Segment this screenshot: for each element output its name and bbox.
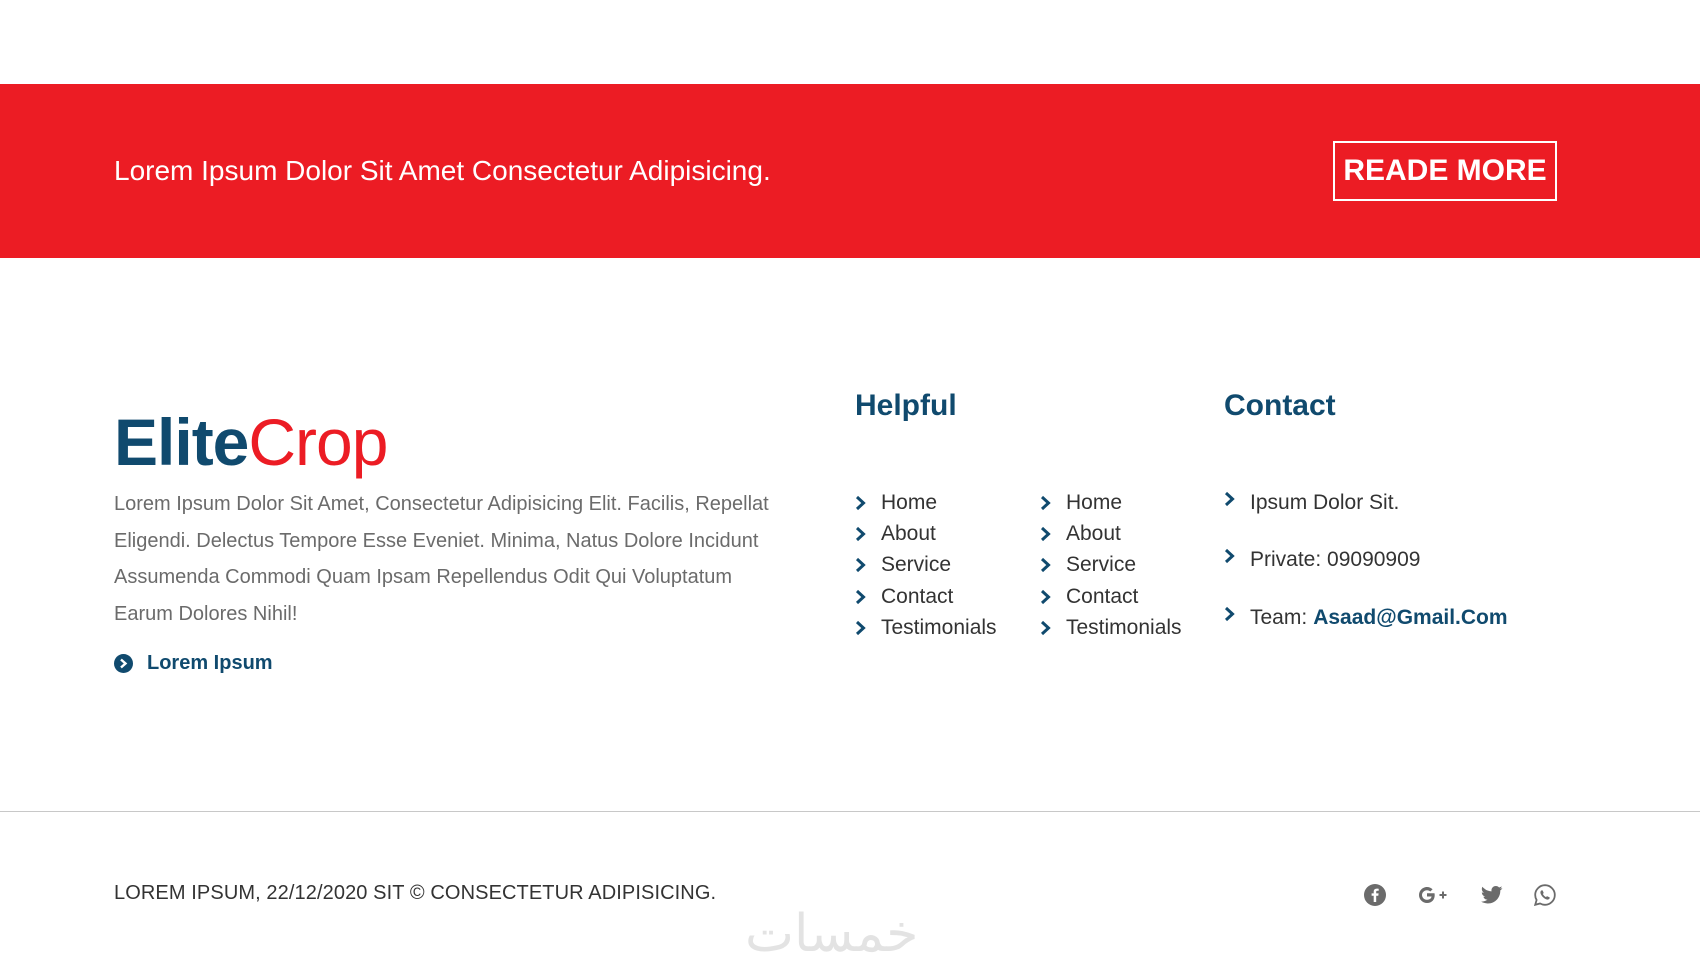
helpful-links-col1	[855, 487, 997, 643]
contact-address-text: Ipsum Dolor Sit.	[1250, 491, 1400, 514]
chevron-right-icon	[1224, 606, 1236, 622]
read-more-button[interactable]: READE MORE	[1333, 141, 1557, 201]
contact-team	[1224, 602, 1508, 659]
helpful-links-col2	[1040, 487, 1182, 643]
chevron-right-icon	[1040, 526, 1052, 542]
footer-link-label: About	[1066, 521, 1121, 545]
contact-heading: Contact	[1224, 389, 1336, 422]
contact-list	[1224, 487, 1508, 659]
brand-logo[interactable]	[114, 402, 387, 482]
contact-phone-text: Private: 09090909	[1250, 548, 1421, 572]
cta-text: Lorem Ipsum Dolor Sit Amet Consectetur Adipisicing.	[114, 155, 771, 186]
footer-link-about[interactable]	[855, 518, 997, 549]
footer-link-home[interactable]	[1040, 487, 1182, 518]
chevron-right-icon	[1224, 548, 1236, 564]
footer-link-label: Contact	[1066, 584, 1139, 608]
logo-part-elite: Elite	[114, 405, 249, 479]
footer-link-label: Home	[881, 490, 938, 514]
about-description: Lorem Ipsum Dolor Sit Amet, Consectetur Adipisicing Elit. Facilis, Repellat Eligendi. Delectus Tempore Esse Eveniet. Minima, Natus Dolore Incidunt Assumenda Commodi Quam Ipsam Repellendus Odit Qui Voluptatum Earum Dolores Nihil!	[114, 493, 769, 625]
contact-phone	[1224, 544, 1508, 601]
contact-team-label: Team:	[1250, 605, 1308, 629]
footer-divider	[0, 811, 1700, 812]
cta-banner	[0, 84, 1700, 258]
chevron-right-icon	[855, 589, 867, 605]
about-link-label: Lorem Ipsum	[147, 652, 273, 674]
footer-link-label: Testimonials	[1066, 615, 1182, 639]
chevron-circle-icon	[114, 654, 133, 673]
footer-link-testimonials[interactable]	[1040, 612, 1182, 643]
footer-link-about[interactable]	[1040, 518, 1182, 549]
about-link[interactable]	[114, 652, 273, 675]
helpful-heading: Helpful	[855, 389, 957, 422]
footer-link-service[interactable]	[855, 550, 997, 581]
copyright-text: LOREM IPSUM, 22/12/2020 SIT © CONSECTETUR ADIPISICING.	[114, 882, 717, 904]
footer-link-label: Service	[1066, 553, 1137, 577]
chevron-right-icon	[1040, 557, 1052, 573]
footer-link-contact[interactable]	[1040, 581, 1182, 612]
chevron-right-icon	[855, 526, 867, 542]
footer-link-label: About	[881, 521, 936, 545]
google-plus-icon[interactable]	[1418, 886, 1448, 904]
footer-link-label: Home	[1066, 490, 1123, 514]
chevron-right-icon	[1040, 620, 1052, 636]
chevron-right-icon	[1040, 495, 1052, 511]
facebook-icon[interactable]	[1364, 884, 1386, 906]
chevron-right-icon	[1040, 589, 1052, 605]
whatsapp-icon[interactable]	[1534, 884, 1556, 906]
twitter-icon[interactable]	[1481, 886, 1503, 904]
chevron-right-icon	[855, 495, 867, 511]
footer-link-service[interactable]	[1040, 550, 1182, 581]
footer-link-label: Service	[881, 553, 952, 577]
logo-part-crop: Crop	[248, 405, 388, 479]
footer-link-testimonials[interactable]	[855, 612, 997, 643]
footer-link-contact[interactable]	[855, 581, 997, 612]
footer-link-label: Contact	[881, 584, 954, 608]
contact-email-link[interactable]: Asaad@Gmail.Com	[1313, 605, 1508, 629]
chevron-right-icon	[855, 557, 867, 573]
contact-address	[1224, 487, 1508, 544]
chevron-right-icon	[1224, 491, 1236, 507]
footer-link-label: Testimonials	[881, 615, 997, 639]
chevron-right-icon	[855, 620, 867, 636]
watermark-logo: خمسات	[745, 904, 919, 964]
footer-link-home[interactable]	[855, 487, 997, 518]
